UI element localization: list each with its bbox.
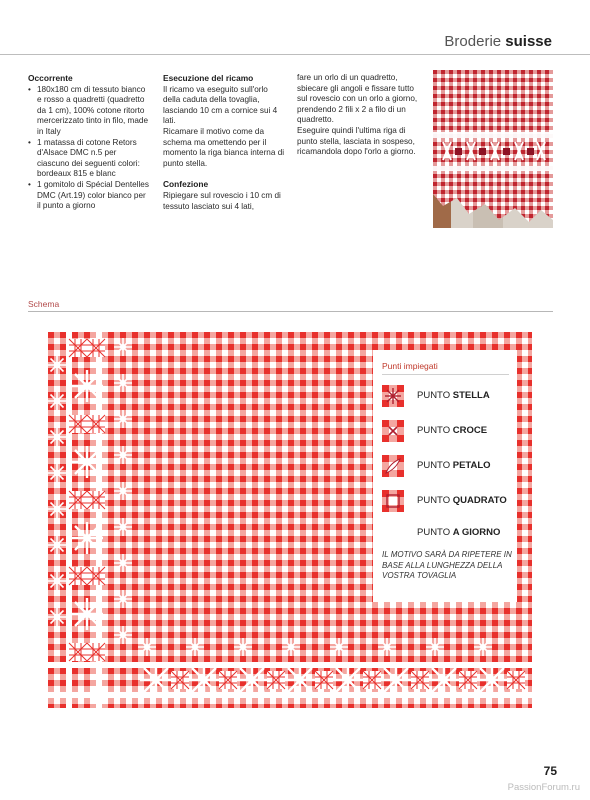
punto-croce-icon — [382, 420, 404, 442]
esecuzione-paragraph-2: Ricamare il motivo come da schema ma omettendo per il momento la riga bianca interna di punto stella. — [163, 126, 285, 168]
punto-quadrato-icon — [382, 490, 404, 512]
watermark: PassionForum.ru — [507, 782, 580, 793]
tablecloth-photo — [433, 70, 553, 228]
confezione-paragraph-3: Eseguire quindi l'ultima riga di punto stella, lasciata in sospeso, ricamandola dopo l'orlo a giorno. — [297, 125, 416, 157]
schema-divider — [28, 311, 553, 312]
section-title-light: Broderie — [444, 33, 502, 50]
occorrente-column — [28, 73, 150, 212]
legend-title: Punti impiegati — [382, 361, 438, 371]
schema-label: Schema — [28, 299, 60, 309]
esecuzione-paragraph-1: Il ricamo va eseguito sull'orlo della caduta della tovaglia, lasciando 10 cm a cornice sui 4 lati. — [163, 84, 278, 126]
legend-label-petalo: PUNTO PETALO — [417, 460, 491, 471]
legend-label-quadrato: PUNTO QUADRATO — [417, 495, 507, 506]
legend-label-stella: PUNTO STELLA — [417, 390, 490, 401]
punto-petalo-icon — [382, 455, 404, 477]
section-title — [444, 33, 552, 50]
page-number: 75 — [543, 764, 557, 778]
list-item: • 1 matassa di cotone Retors d'Alsace DMC n.5 per ciascuno dei seguenti colori: bordeaux 815 e blanc — [37, 138, 150, 180]
header-divider — [0, 54, 590, 55]
confezione-paragraph-2: fare un orlo di un quadretto, sbiecare gli angoli e fissare tutto sul rovescio con un orlo a giorno, prendendo 2 fili x 2 a filo di un quadretto. — [297, 73, 418, 125]
legend-panel — [373, 350, 517, 602]
legend-label-croce: PUNTO CROCE — [417, 425, 488, 436]
legend-note: IL MOTIVO SARÀ DA RIPETERE IN BASE ALLA LUNGHEZZA DELLA VOSTRA TOVAGLIA — [382, 550, 512, 580]
confezione-heading: Confezione — [163, 179, 209, 190]
esecuzione-column — [163, 73, 285, 212]
continuation-column — [297, 73, 419, 158]
list-item: • 180x180 cm di tessuto bianco e rosso a quadretti (quadretto da 1 cm), 100% cotone ritorto mercerizzato tinto in filo, made in Italy — [37, 85, 150, 138]
tablecloth-photo-art — [433, 70, 553, 228]
confezione-paragraph-1: Ripiegare sul rovescio i 10 cm di tessuto lasciato sui 4 lati, — [163, 190, 281, 211]
section-title-bold: suisse — [505, 33, 552, 50]
punto-stella-icon — [382, 385, 404, 407]
list-item: • 1 gomitolo di Spécial Dentelles DMC (Art.19) color bianco per il punto a giorno — [37, 180, 150, 212]
esecuzione-heading: Esecuzione del ricamo — [163, 73, 254, 83]
legend-divider — [382, 374, 509, 375]
occorrente-list — [28, 85, 150, 212]
legend-label-a-giorno: PUNTO A GIORNO — [417, 527, 501, 538]
occorrente-heading: Occorrente — [28, 73, 73, 83]
